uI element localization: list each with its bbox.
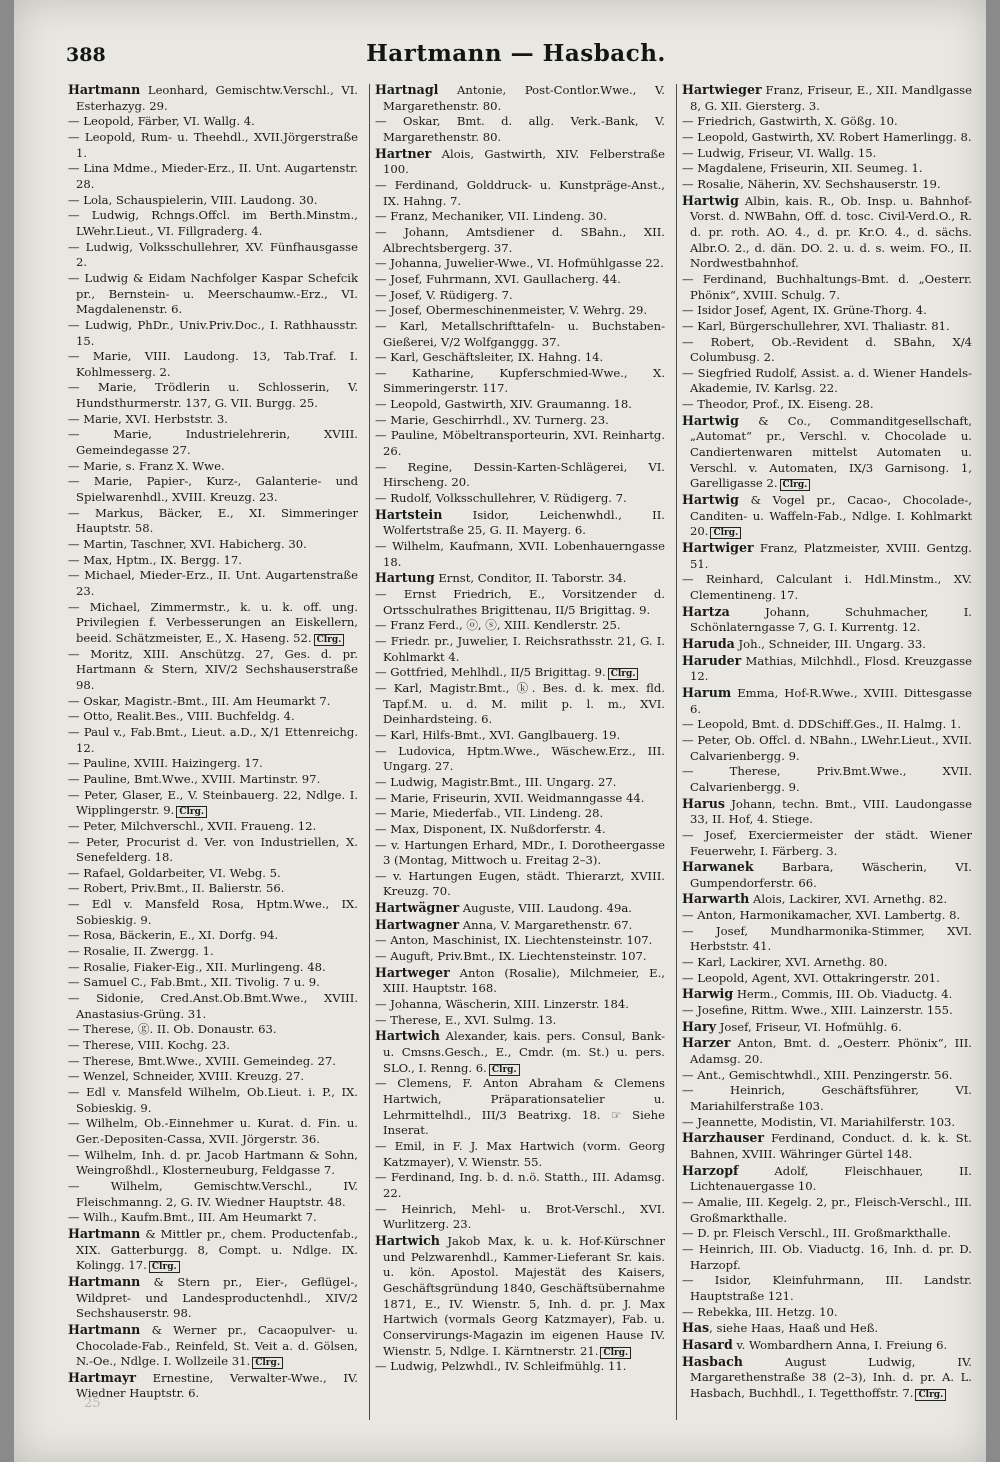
directory-entry: Harzer Anton, Bmt. d. „Oesterr. Phönix“, III. Adamsg. 20. (682, 1035, 972, 1067)
directory-entry: — Ludwig & Eidam Nachfolger Kaspar Schefcik pr., Bernstein- u. Meerschaumw.-Erz., VI. Magdalenenstr. 6. (68, 270, 358, 317)
directory-entry: — Franz, Mechaniker, VII. Lindeng. 30. (375, 209, 607, 224)
directory-entry: — Peter, Milchverschl., XVII. Fraueng. 12. (68, 818, 317, 833)
directory-entry: — Max, Hptm., IX. Bergg. 17. (68, 552, 242, 567)
directory-entry: — Ludwig, Volksschullehrer, XV. Fünfhausgasse 2. (68, 239, 358, 270)
directory-entry: — Anton, Maschinist, IX. Liechtensteinstr. 107. (375, 933, 653, 948)
entry-surname: Hartnagl (375, 82, 439, 97)
directory-entry: Hartwiger Franz, Platzmeister, XVIII. Gentzg. 51. (682, 540, 972, 571)
directory-entry: — Franz Ferd., ⓞ, ⓢ, XIII. Kendlerstr. 25. (375, 618, 621, 633)
directory-entry: — Sidonie, Cred.Anst.Ob.Bmt.Wwe., XVIII. Anastasius-Grüng. 31. (68, 991, 358, 1021)
directory-entry: — Wilhelm, Gemischtw.Verschl., IV. Fleischmanng. 2, G. IV. Wiedner Hauptstr. 48. (68, 1178, 358, 1209)
column-1 (68, 82, 358, 1422)
clearing-badge: Clrg. (600, 1347, 631, 1359)
directory-entry: — Marie, XVI. Herbststr. 3. (68, 411, 228, 426)
directory-entry: — Josefine, Rittm. Wwe., XIII. Lainzerstr. 155. (682, 1003, 953, 1018)
entry-surname: Harzhauser (682, 1130, 765, 1146)
directory-entry: — Siegfried Rudolf, Assist. a. d. Wiener Handels-Akademie, IV. Karlsg. 22. (682, 365, 972, 396)
directory-entry: — Jeannette, Modistin, VI. Mariahilferstr. 103. (682, 1114, 956, 1129)
directory-entry: — Therese, Bmt.Wwe., XVIII. Gemeindeg. 27. (68, 1053, 336, 1068)
directory-entry: Hartnagl Antonie, Post-Contlor.Wwe., V. Margarethenstr. 80. (375, 82, 665, 113)
directory-entry: — Friedr. pr., Juwelier, I. Reichsrathsstr. 21, G. I. Kohlmarkt 4. (375, 633, 665, 664)
directory-entry: Hary Josef, Friseur, VI. Hofmühlg. 6. (682, 1018, 902, 1034)
entry-surname: Hartwieger (682, 82, 762, 97)
directory-entry: — Martin, Taschner, XVI. Habicherg. 30. (68, 537, 307, 552)
directory-entry: Hartwich Alexander, kais. pers. Consul, Bank- u. Cmsns.Gesch., E., Cmdr. (m. St.) u. pers. SLO., I. Renng. 6. Clrg. (375, 1028, 665, 1075)
directory-entry: — Anton, Harmonikamacher, XVI. Lambertg. 8. (682, 908, 961, 923)
directory-entry: — Josef, Mundharmonika-Stimmer, XVI. Herbststr. 41. (682, 923, 972, 954)
directory-entry: — D. pr. Fleisch Verschl., III. Großmarkthalle. (682, 1226, 952, 1241)
clearing-badge: Clrg. (489, 1064, 520, 1076)
directory-entry: Hartza Johann, Schuhmacher, I. Schönlaterngasse 7, G. I. Kurrentg. 12. (682, 603, 972, 635)
directory-page (14, 0, 986, 1462)
directory-entry: — Wilhelm, Kaufmann, XVII. Lobenhauerngasse 18. (375, 539, 665, 569)
directory-entry: — Karl, Geschäftsleiter, IX. Hahng. 14. (375, 350, 604, 365)
directory-entry: — Rosalie, II. Zwergg. 1. (68, 944, 214, 959)
directory-entry: — Wilhelm, Inh. d. pr. Jacob Hartmann & Sohn, Weingroßhdl., Klosterneuburg, Feldgasse 7. (68, 1147, 358, 1178)
directory-entry: — Pauline, Möbeltransporteurin, XVI. Reinhartg. 26. (375, 428, 665, 459)
directory-entry: — Josef, Fuhrmann, XVI. Gaullacherg. 44. (375, 271, 621, 286)
directory-entry: — Ferdinand, Ing. b. d. n.ö. Statth., III. Adamsg. 22. (375, 1170, 665, 1200)
directory-entry: — Marie, Geschirrhdl., XV. Turnerg. 23. (375, 412, 609, 427)
directory-entry: — Gottfried, Mehlhdl., II/5 Brigittag. 9. Clrg. (375, 665, 665, 681)
directory-entry: Hartwagner Anna, V. Margarethenstr. 67. (375, 916, 633, 932)
directory-entry: Hasard v. Wombardhern Anna, I. Freiung 6. (682, 1336, 948, 1352)
directory-entry: — Josef, Obermeschinenmeister, V. Wehrg. 29. (375, 303, 648, 318)
clearing-badge: Clrg. (780, 479, 811, 491)
entry-surname: Hartmayr (68, 1369, 136, 1385)
directory-entry: — Leopold, Bmt. d. DDSchiff.Ges., II. Halmg. 1. (682, 717, 962, 732)
directory-entry: — Josef, V. Rüdigerg. 7. (375, 287, 513, 302)
entry-surname: Haruda (682, 635, 735, 651)
entry-surname: Hartmann (68, 1321, 141, 1337)
directory-entry: — Katharine, Kupferschmied-Wwe., X. Simmeringerstr. 117. (375, 365, 665, 396)
directory-entry: — Therese, VIII. Kochg. 23. (68, 1038, 230, 1053)
entry-surname: Hasard (682, 1336, 733, 1352)
page-number: 388 (66, 44, 106, 66)
directory-entry: — Otto, Realit.Bes., VIII. Buchfeldg. 4. (68, 709, 295, 724)
entry-surname: Harwig (682, 986, 734, 1002)
directory-entry: — Karl, Lackirer, XVI. Arnethg. 80. (682, 955, 888, 970)
clearing-badge: Clrg. (915, 1389, 946, 1401)
directory-entry: — Oskar, Magistr.-Bmt., III. Am Heumarkt 7. (68, 693, 331, 708)
directory-entry: — Amalie, III. Kegelg. 2, pr., Fleisch-Verschl., III. Großmarkthalle. (682, 1194, 972, 1225)
directory-entry: — Auguft, Priv.Bmt., IX. Liechtensteinstr. 107. (375, 949, 647, 964)
directory-entry: — Max, Disponent, IX. Nußdorferstr. 4. (375, 821, 606, 836)
directory-entry: — Oskar, Bmt. d. allg. Verk.-Bank, V. Margarethenstr. 80. (375, 114, 665, 144)
directory-entry: — Karl, Magistr.Bmt., ⓚ. Bes. d. k. mex. fld. Tapf.M. u. d. M. milit p. l. m., XVI. Deinhardsteing. 6. (375, 680, 665, 727)
directory-entry: — Wilh., Kaufm.Bmt., III. Am Heumarkt 7. (68, 1210, 317, 1225)
directory-entry: — Marie, Friseurin, XVII. Weidmanngasse 44. (375, 790, 645, 805)
directory-entry: — Rebekka, III. Hetzg. 10. (682, 1304, 838, 1319)
directory-entry: — Josef, Exerciermeister der städt. Wiener Feuerwehr, I. Färberg. 3. (682, 827, 972, 858)
directory-entry: Harwanek Barbara, Wäscherin, VI. Gumpendorferstr. 66. (682, 859, 972, 890)
entry-surname: Hartwich (375, 1232, 440, 1248)
clearing-badge: Clrg. (710, 527, 741, 539)
directory-entry: Hartmayr Ernestine, Verwalter-Wwe., IV. Wiedner Hauptstr. 6. (68, 1369, 358, 1401)
directory-entry: — Magdalene, Friseurin, XII. Seumeg. 1. (682, 161, 923, 176)
directory-columns (68, 82, 978, 1422)
directory-entry: — Marie, Trödlerin u. Schlosserin, V. Hundsthurmerstr. 137, G. VII. Burgg. 25. (68, 380, 358, 411)
directory-entry: Hartwich Jakob Max, k. u. k. Hof-Kürschner und Pelzwarenhdl., Kammer-Lieferant Sr. kais. u. kön. Apostol. Majestät des Kaisers, Geschäftsgründung 1840, Geschäftsübernahme 1871, E., IV. Wienstr. 5, Inh. d. pr. J. Max Hartwich (vormals Georg Katzmayer), Fab. u. Conservirungs-Magazin im eigenen Hause IV. Wienstr. 5, Ndlge. I. Kärntnerstr. 21. Clrg. (375, 1232, 665, 1358)
directory-entry: — Johann, Amtsdiener d. SBahn., XII. Albrechtsbergerg. 37. (375, 224, 665, 255)
entry-surname: Harwarth (682, 891, 750, 907)
directory-entry: — Johanna, Juwelier-Wwe., VI. Hofmühlgasse 22. (375, 256, 664, 271)
directory-entry: Hartmann & Stern pr., Eier-, Geflügel-, Wildpret- und Landesproductenhdl., XIV/2 Sechshauserstr. 98. (68, 1273, 358, 1321)
entry-surname: Harus (682, 795, 725, 811)
column-2 (375, 82, 665, 1422)
directory-entry: — Rosalie, Fiaker-Eig., XII. Murlingeng. 48. (68, 959, 326, 974)
entry-surname: Hartmann (68, 1225, 141, 1241)
entry-surname: Hartwich (375, 1028, 440, 1044)
directory-entry: — Samuel C., Fab.Bmt., XII. Tivolig. 7 u. 9. (68, 975, 320, 990)
directory-entry: — v. Hartungen Eugen, städt. Thierarzt, XVIII. Kreuzg. 70. (375, 868, 665, 899)
directory-entry: — Therese, ⓖ. II. Ob. Donaustr. 63. (68, 1022, 277, 1037)
entry-surname: Hartmann (68, 82, 141, 97)
directory-entry: Hartstein Isidor, Leichenwhdl., II. Wolfertstraße 25, G. II. Mayerg. 6. (375, 506, 665, 538)
directory-entry: — Peter, Glaser, E., V. Steinbauerg. 22, Ndlge. I. Wipplingerstr. 9. Clrg. (68, 787, 358, 818)
directory-entry: — Rosalie, Näherin, XV. Sechshauserstr. 19. (682, 176, 941, 191)
directory-entry: — Ludwig, Magistr.Bmt., III. Ungarg. 27. (375, 774, 617, 789)
directory-entry: — Karl, Bürgerschullehrer, XVI. Thaliastr. 81. (682, 318, 950, 333)
entry-surname: Hartstein (375, 506, 443, 522)
directory-entry: — Wilhelm, Ob.-Einnehmer u. Kurat. d. Fin. u. Ger.-Depositen-Cassa, XVII. Jörgerstr. 36. (68, 1116, 358, 1146)
directory-entry: — Ludwig, Friseur, VI. Wallg. 15. (682, 145, 877, 160)
directory-entry: — Ferdinand, Buchhaltungs-Bmt. d. „Oesterr. Phönix“, XVIII. Schulg. 7. (682, 271, 972, 302)
entry-surname: Hartwig (682, 492, 739, 508)
directory-entry: — Reinhard, Calculant i. Hdl.Minstm., XV. Clementineng. 17. (682, 572, 972, 602)
clearing-badge: Clrg. (252, 1357, 283, 1369)
directory-entry: — Heinrich, III. Ob. Viaductg. 16, Inh. d. pr. D. Harzopf. (682, 1241, 972, 1272)
directory-entry: — Clemens, F. Anton Abraham & Clemens Hartwich, Präparationsatelier u. Lehrmittelhdl., III/3 Beatrixg. 18. ☞ Siehe Inserat. (375, 1076, 665, 1138)
entry-surname: Hartweger (375, 964, 450, 980)
directory-entry: — Markus, Bäcker, E., XI. Simmeringer Hauptstr. 58. (68, 505, 358, 536)
directory-entry: Hasbach August Ludwig, IV. Margarethenstraße 38 (2–3), Inh. d. pr. A. L. Hasbach, Buchhdl., I. Tegetthoffstr. 7. Clrg. (682, 1353, 972, 1400)
directory-entry: — Ludwig, Rchngs.Offcl. im Berth.Minstm., LWehr.Lieut., VI. Fillgraderg. 4. (68, 208, 358, 238)
entry-surname: Harwanek (682, 859, 754, 875)
directory-entry: — Marie, Papier-, Kurz-, Galanterie- und Spielwarenhdl., XVIII. Kreuzg. 23. (68, 474, 358, 505)
entry-surname: Hartza (682, 603, 730, 619)
directory-entry: — Marie, s. Franz X. Wwe. (68, 458, 225, 473)
entry-surname: Harzer (682, 1035, 731, 1051)
running-title: Hartmann — Hasbach. (366, 40, 666, 67)
directory-entry: — Therese, Priv.Bmt.Wwe., XVII. Calvarienbergg. 9. (682, 764, 972, 794)
clearing-badge: Clrg. (176, 806, 207, 818)
clearing-badge: Clrg. (608, 668, 639, 680)
entry-surname: Hartmann (68, 1273, 141, 1289)
clearing-badge: Clrg. (314, 634, 345, 646)
directory-entry: Hartwig Albin, kais. R., Ob. Insp. u. Bahnhof-Vorst. d. NWBahn, Off. d. tosc. Civil-Verd.O., R. d. pr. roth. AO. 4., d. pr. Kr.O. 4., d. sächs. Albr.O. 2., d. dän. DO. 2. u. d. s. weim. FO., II. Nordwestbahnhof. (682, 192, 972, 271)
directory-entry: — Karl, Metallschrifttafeln- u. Buchstaben-Gießerei, V/2 Wolfganggg. 37. (375, 318, 665, 349)
directory-entry: Hartmann & Mittler pr., chem. Productenfab., XIX. Gatterburgg. 8, Compt. u. Ndlge. IX. Kolingg. 17. Clrg. (68, 1225, 358, 1273)
entry-surname: Hartung (375, 570, 435, 586)
directory-entry: — Leopold, Gastwirth, XIV. Graumanng. 18. (375, 397, 632, 412)
directory-entry: Hartwig & Co., Commanditgesellschaft, „Automat“ pr., Verschl. v. Chocolade u. Candiertenwaren mittelst Automaten u. Verschl. v. Automaten, IX/3 Garnisong. 1, Garelligasse 2. Clrg. (682, 412, 972, 491)
entry-surname: Hartwig (682, 192, 739, 208)
directory-entry: — Pauline, XVIII. Haizingerg. 17. (68, 756, 263, 771)
directory-entry: — Marie, Miederfab., VII. Lindeng. 28. (375, 806, 604, 821)
directory-entry: — Heinrich, Geschäftsführer, VI. Mariahilferstraße 103. (682, 1083, 972, 1113)
directory-entry: — Ferdinand, Golddruck- u. Kunstpräge-Anst., IX. Hahng. 7. (375, 177, 665, 208)
directory-entry: — Ludwig, PhDr., Univ.Priv.Doc., I. Rathhausstr. 15. (68, 317, 358, 348)
entry-surname: Hasbach (682, 1353, 743, 1369)
directory-entry: — Rafael, Goldarbeiter, VI. Webg. 5. (68, 865, 281, 880)
directory-entry: — Isidor, Kleinfuhrmann, III. Landstr. Hauptstraße 121. (682, 1273, 972, 1303)
directory-entry: Harum Emma, Hof-R.Wwe., XVIII. Dittesgasse 6. (682, 684, 972, 716)
entry-surname: Haruder (682, 652, 742, 668)
directory-entry: — Regine, Dessin-Karten-Schlägerei, VI. Hirscheng. 20. (375, 459, 665, 490)
directory-entry: — Ludovica, Hptm.Wwe., Wäschew.Erz., III. Ungarg. 27. (375, 743, 665, 774)
column-3 (682, 82, 972, 1422)
directory-entry: — Isidor Josef, Agent, IX. Grüne-Thorg. 4. (682, 303, 927, 318)
directory-entry: Haruder Mathias, Milchhdl., Flosd. Kreuzgasse 12. (682, 652, 972, 684)
directory-entry: — Edl v. Mansfeld Wilhelm, Ob.Lieut. i. P., IX. Sobieskig. 9. (68, 1085, 358, 1115)
directory-entry: — Rosa, Bäckerin, E., XI. Dorfg. 94. (68, 928, 279, 943)
directory-entry: — Peter, Procurist d. Ver. von Industriellen, X. Senefelderg. 18. (68, 834, 358, 865)
page-header (66, 40, 966, 80)
directory-entry: — Friedrich, Gastwirth, X. Gößg. 10. (682, 114, 898, 129)
directory-entry: — Lola, Schauspielerin, VIII. Laudong. 30. (68, 192, 318, 207)
directory-entry: — Ant., Gemischtwhdl., XIII. Penzingerstr. 56. (682, 1067, 953, 1082)
directory-entry: Has, siehe Haas, Haaß und Heß. (682, 1320, 879, 1336)
directory-entry: — Paul v., Fab.Bmt., Lieut. a.D., X/1 Ettenreichg. 12. (68, 724, 358, 755)
directory-entry: — Edl v. Mansfeld Rosa, Hptm.Wwe., IX. Sobieskig. 9. (68, 897, 358, 927)
entry-surname: Harum (682, 684, 732, 700)
entry-surname: Harzopf (682, 1162, 739, 1178)
directory-entry: — Leopold, Agent, XVI. Ottakringerstr. 201. (682, 970, 940, 985)
directory-entry: Hartmann Leonhard, Gemischtw.Verschl., VI. Esterhazyg. 29. (68, 82, 358, 113)
directory-entry: — Marie, VIII. Laudong. 13, Tab.Traf. I. Kohlmesserg. 2. (68, 349, 358, 379)
directory-entry: — Therese, E., XVI. Sulmg. 13. (375, 1012, 557, 1027)
directory-entry: — Emil, in F. J. Max Hartwich (vorm. Georg Katzmayer), V. Wienstr. 55. (375, 1138, 665, 1169)
directory-entry: — Ludwig, Pelzwhdl., IV. Schleifmühlg. 11. (375, 1359, 627, 1374)
directory-entry: — Michael, Mieder-Erz., II. Unt. Augartenstraße 23. (68, 568, 358, 598)
directory-entry: — Marie, Industrielehrerin, XVIII. Gemeindegasse 27. (68, 427, 358, 458)
directory-entry: — Peter, Ob. Offcl. d. NBahn., LWehr.Lieut., XVII. Calvarienbergg. 9. (682, 732, 972, 763)
directory-entry: Hartwieger Franz, Friseur, E., XII. Mandlgasse 8, G. XII. Giersterg. 3. (682, 82, 972, 113)
directory-entry: Harwarth Alois, Lackirer, XVI. Arnethg. 82. (682, 891, 948, 907)
directory-entry: Haruda Joh., Schneider, III. Ungarg. 33. (682, 635, 926, 651)
directory-entry: — Leopold, Gastwirth, XV. Robert Hamerlingg. 8. (682, 129, 972, 144)
directory-entry: — Ernst Friedrich, E., Vorsitzender d. Ortsschulrathes Brigittenau, II/5 Brigittag. 9. (375, 587, 665, 617)
entry-surname: Hary (682, 1018, 717, 1034)
directory-entry: — Theodor, Prof., IX. Eiseng. 28. (682, 397, 874, 412)
directory-entry: — Pauline, Bmt.Wwe., XVIII. Martinstr. 97. (68, 771, 321, 786)
directory-entry: Hartwig & Vogel pr., Cacao-, Chocolade-, Canditen- u. Waffeln-Fab., Ndlge. I. Kohlmarkt 20. Clrg. (682, 492, 972, 539)
directory-entry: Hartung Ernst, Conditor, II. Taborstr. 34. (375, 570, 627, 586)
directory-entry: Harzopf Adolf, Fleischhauer, II. Lichtenauergasse 10. (682, 1162, 972, 1194)
directory-entry: — v. Hartungen Erhard, MDr., I. Dorotheergasse 3 (Montag, Mittwoch u. Freitag 2–3). (375, 837, 665, 868)
directory-entry: — Rudolf, Volksschullehrer, V. Rüdigerg. 7. (375, 491, 627, 506)
clearing-badge: Clrg. (149, 1261, 180, 1273)
directory-entry: Hartmann & Werner pr., Cacaopulver- u. Chocolade-Fab., Reinfeld, St. Veit a. d. Gölsen, N.-Oe., Ndlge. I. Wollzeile 31. Clrg. (68, 1321, 358, 1369)
entry-surname: Has (682, 1320, 710, 1336)
entry-surname: Hartwig (682, 412, 739, 428)
directory-entry: Hartweger Anton (Rosalie), Milchmeier, E., XIII. Hauptstr. 168. (375, 964, 665, 996)
entry-surname: Hartwagner (375, 916, 460, 932)
entry-surname: Hartner (375, 145, 432, 161)
directory-entry: — Wenzel, Schneider, XVIII. Kreuzg. 27. (68, 1069, 305, 1084)
directory-entry: — Heinrich, Mehl- u. Brot-Verschl., XVI. Wurlitzerg. 23. (375, 1201, 665, 1232)
directory-entry: — Karl, Hilfs-Bmt., XVI. Ganglbauerg. 19. (375, 727, 621, 742)
directory-entry: — Michael, Zimmermstr., k. u. k. off. ung. Privilegien f. Verbesserungen an Eiskellern, beeid. Schätzmeister, E., X. Haseng. 52. Clrg. (68, 599, 358, 645)
entry-surname: Hartwägner (375, 900, 460, 916)
directory-entry: — Leopold, Färber, VI. Wallg. 4. (68, 114, 255, 129)
directory-entry: Harwig Herm., Commis, III. Ob. Viaductg. 4. (682, 986, 953, 1002)
directory-entry: Hartwägner Auguste, VIII. Laudong. 49a. (375, 900, 632, 916)
directory-entry: — Robert, Priv.Bmt., II. Balierstr. 56. (68, 881, 285, 896)
entry-surname: Hartwiger (682, 540, 754, 556)
directory-entry: Harzhauser Ferdinand, Conduct. d. k. k. St. Bahnen, XVIII. Währinger Gürtel 148. (682, 1130, 972, 1161)
directory-entry: — Leopold, Rum- u. Theehdl., XVII.Jörgerstraße 1. (68, 129, 358, 160)
footer-mark: 25 (84, 1396, 101, 1411)
directory-entry: — Robert, Ob.-Revident d. SBahn, X/4 Columbusg. 2. (682, 334, 972, 365)
directory-entry: Harus Johann, techn. Bmt., VIII. Laudongasse 33, II. Hof, 4. Stiege. (682, 795, 972, 827)
directory-entry: — Lina Mdme., Mieder-Erz., II. Unt. Augartenstr. 28. (68, 161, 358, 191)
directory-entry: — Johanna, Wäscherin, XIII. Linzerstr. 184. (375, 997, 629, 1012)
directory-entry: — Moritz, XIII. Anschützg. 27, Ges. d. pr. Hartmann & Stern, XIV/2 Sechshauserstraße 98. (68, 646, 358, 692)
directory-entry: Hartner Alois, Gastwirth, XIV. Felberstraße 100. (375, 145, 665, 177)
